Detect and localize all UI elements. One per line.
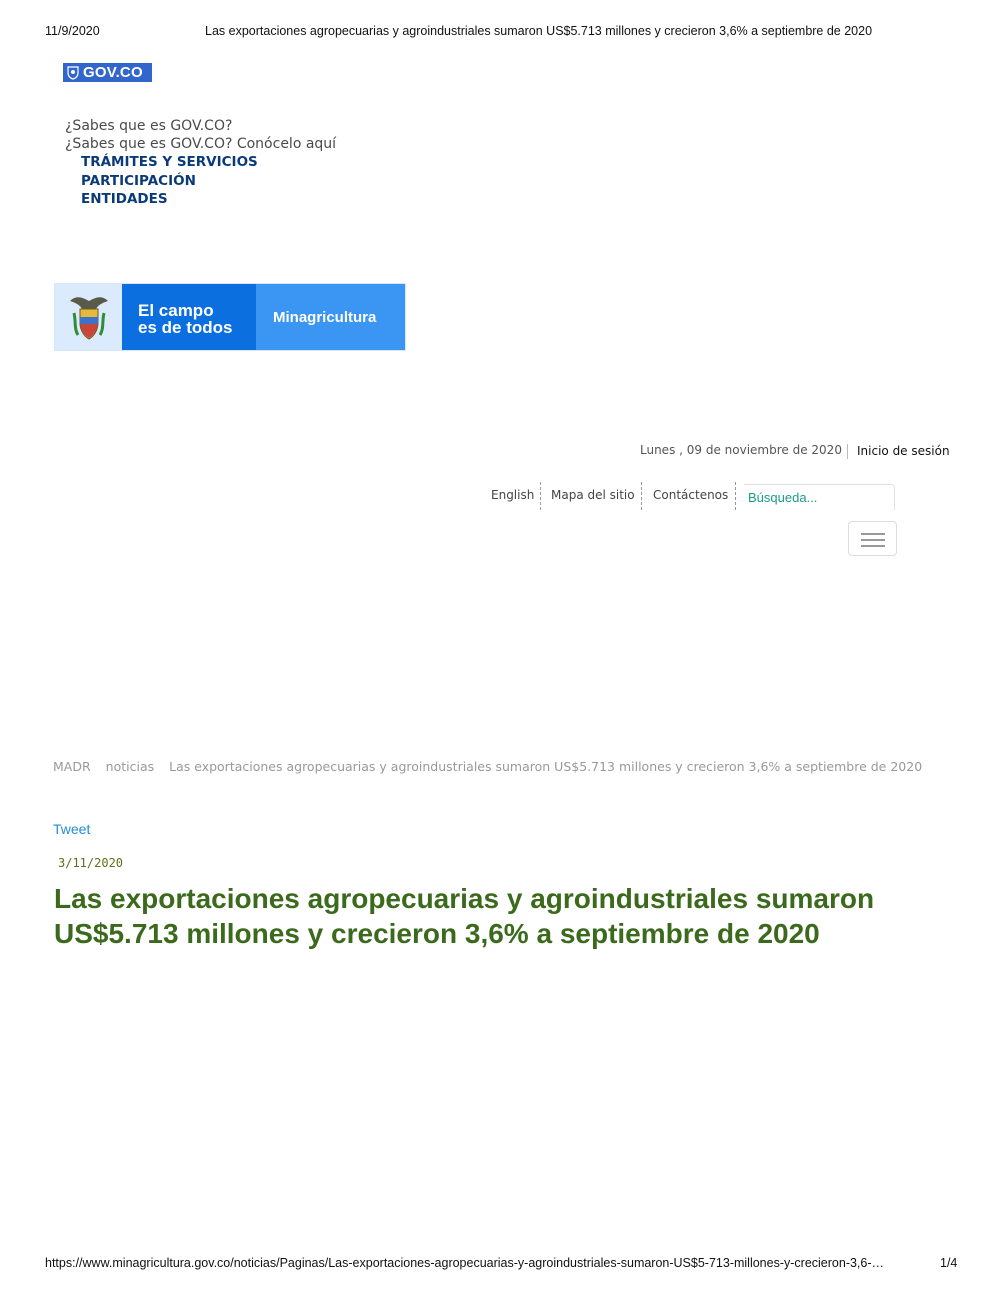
govco-what-link[interactable]: ¿Sabes que es GOV.CO? [65, 118, 233, 134]
crest-panel [55, 284, 122, 350]
minagricultura-brand-banner[interactable] [54, 283, 406, 351]
tweet-button[interactable]: Tweet [53, 821, 91, 837]
slogan-line-1: El campo [138, 301, 214, 320]
menu-item-entidades[interactable]: ENTIDADES [81, 191, 168, 207]
menu-toggle-button[interactable] [848, 521, 897, 556]
current-date: Lunes , 09 de noviembre de 2020 [640, 443, 842, 457]
govco-logo[interactable] [63, 63, 152, 82]
colombia-coat-of-arms-icon [66, 291, 112, 343]
breadcrumb [53, 758, 933, 775]
brand-slogan [122, 284, 256, 350]
print-title: Las exportaciones agropecuarias y agroindustriales sumaron US$5.713 millones y crecieron 3,6% a septiembre de 2020 [205, 24, 873, 38]
colombia-shield-icon [66, 66, 80, 80]
article-title: Las exportaciones agropecuarias y agroindustriales sumaron US$5.713 millones y crecieron 3,6% a septiembre de 2020 [54, 883, 875, 949]
english-link[interactable]: English [491, 488, 535, 502]
topbar-divider [847, 444, 848, 459]
govco-logo-text: GOV.CO [83, 64, 143, 81]
govco-links [65, 117, 336, 153]
menu-item-tramites[interactable]: TRÁMITES Y SERVICIOS [81, 154, 258, 170]
print-header [0, 24, 1000, 40]
hamburger-menu-icon [861, 545, 885, 547]
breadcrumb-current: Las exportaciones agropecuarias y agroindustriales sumaron US$5.713 millones y crecieron 3,6% a septiembre de 2020 [169, 759, 923, 774]
login-link[interactable]: Inicio de sesión [857, 444, 950, 458]
breadcrumb-home[interactable]: MADR [53, 759, 91, 774]
hamburger-menu-icon [861, 539, 885, 541]
govco-learn-more-link[interactable]: ¿Sabes que es GOV.CO? Conócelo aquí [65, 136, 337, 152]
print-date: 11/9/2020 [45, 24, 100, 38]
search-input[interactable]: Búsqueda... [744, 484, 895, 510]
sitemap-link[interactable]: Mapa del sitio [551, 488, 635, 502]
ministry-name: Minagricultura [256, 284, 405, 350]
utility-divider [540, 482, 541, 510]
breadcrumb-section[interactable]: noticias [105, 759, 155, 774]
menu-item-participacion[interactable]: PARTICIPACIÓN [81, 172, 196, 189]
utility-divider [641, 482, 642, 510]
slogan-line-2: es de todos [138, 318, 233, 337]
print-page-number: 1/4 [940, 1256, 958, 1270]
hamburger-menu-icon [861, 533, 885, 535]
utility-divider [735, 482, 736, 510]
article-date: 3/11/2020 [58, 856, 124, 870]
govco-menu [81, 153, 258, 209]
print-url: https://www.minagricultura.gov.co/noticias/Paginas/Las-exportaciones-agropecuarias-y-agroindustriales-sumaron-US$5-713-millones-y-crecieron-3,6-… [45, 1256, 885, 1270]
contact-link[interactable]: Contáctenos [653, 488, 729, 502]
